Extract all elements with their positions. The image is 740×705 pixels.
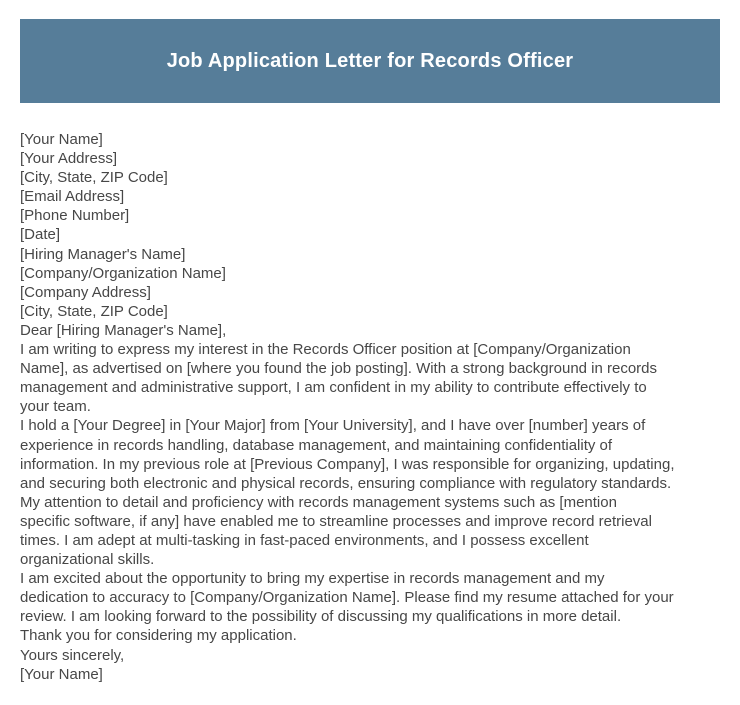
paragraph-line: I am excited about the opportunity to bring my expertise in records management and my <box>20 570 605 588</box>
sender-city-state-zip: [City, State, ZIP Code] <box>20 169 168 187</box>
sender-name: [Your Name] <box>20 131 103 148</box>
paragraph-line: experience in records handling, database management, and maintaining confidentiality of <box>20 436 613 454</box>
paragraph-line: Name], as advertised on [where you found the job posting]. With a strong background in records <box>20 360 658 378</box>
paragraph-line: specific software, if any] have enabled me to streamline processes and improve record retrieval <box>20 512 652 530</box>
letter-date: [Date] <box>20 226 61 244</box>
sender-phone: [Phone Number] <box>20 207 130 225</box>
recipient-city-state-zip: [City, State, ZIP Code] <box>20 302 168 320</box>
sender-email: [Email Address] <box>20 188 125 206</box>
salutation: Dear [Hiring Manager's Name], <box>20 321 227 339</box>
paragraph-line: information. In my previous role at [Previous Company], I was responsible for organizing, updating, <box>20 455 675 473</box>
paragraph-line: review. I am looking forward to the possibility of discussing my qualifications in more detail. <box>20 608 622 626</box>
recipient-company: [Company/Organization Name] <box>20 264 226 282</box>
page-title: Job Application Letter for Records Officer <box>166 49 574 72</box>
paragraph-line: I am writing to express my interest in the Records Officer position at [Company/Organization <box>20 341 631 359</box>
paragraph-line: your team. <box>20 398 91 416</box>
paragraph-line: dedication to accuracy to [Company/Organization Name]. Please find my resume attached for your <box>20 589 674 607</box>
letter-body <box>20 130 724 684</box>
closing: Yours sincerely, <box>20 646 125 664</box>
recipient-address: [Company Address] <box>20 283 151 301</box>
paragraph-line: I hold a [Your Degree] in [Your Major] from [Your University], and I have over [number] years of <box>20 417 646 435</box>
signature: [Your Name] <box>20 665 103 683</box>
paragraph-line: organizational skills. <box>20 551 155 569</box>
title-banner <box>20 19 720 103</box>
thank-you-line: Thank you for considering my application. <box>20 627 297 645</box>
recipient-name: [Hiring Manager's Name] <box>20 245 186 263</box>
paragraph-line: management and administrative support, I am confident in my ability to contribute effectively to <box>20 379 647 397</box>
sender-address: [Your Address] <box>20 150 118 168</box>
paragraph-line: and securing both electronic and physical records, ensuring compliance with regulatory standards. <box>20 474 672 492</box>
paragraph-line: My attention to detail and proficiency with records management systems such as [mention <box>20 493 617 511</box>
paragraph-line: times. I am adept at multi-tasking in fast-paced environments, and I possess excellent <box>20 531 589 549</box>
